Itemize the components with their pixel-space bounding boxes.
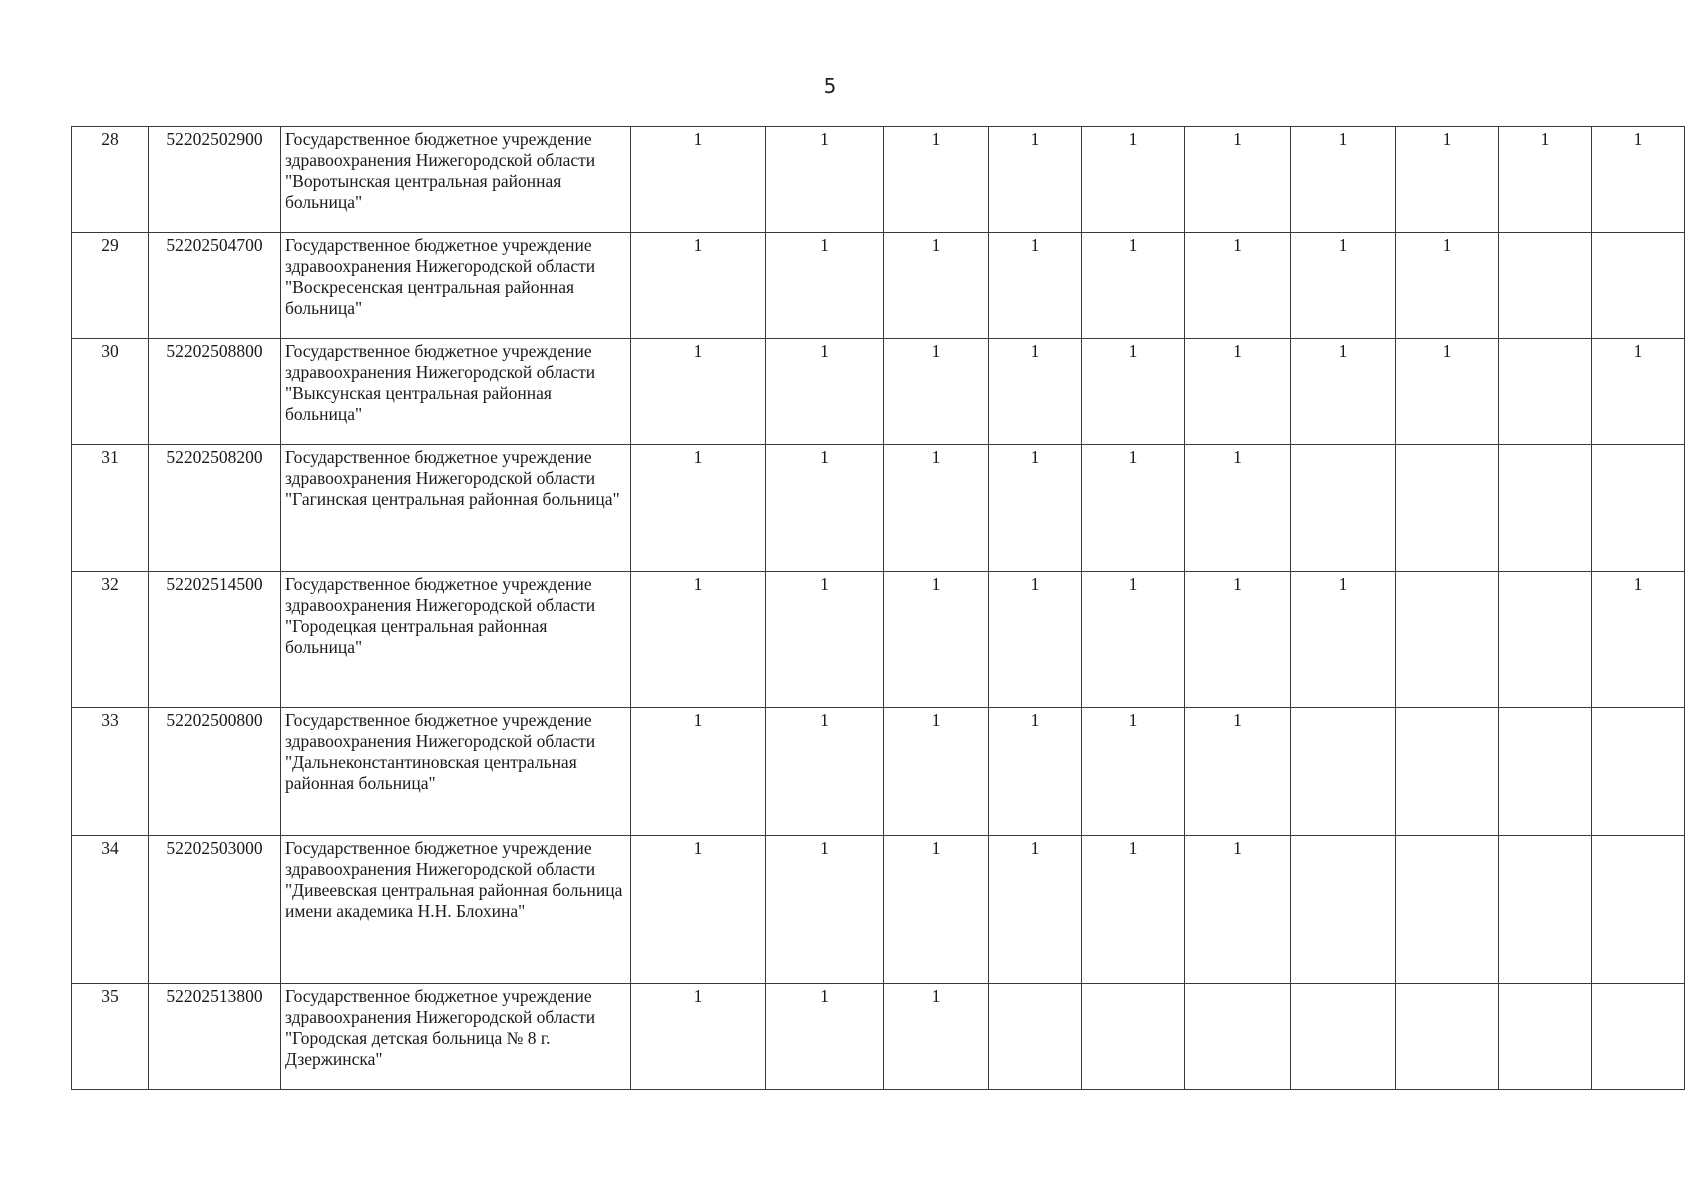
org-code-cell: 52202504700: [149, 233, 281, 339]
flag-cell-3: 1: [884, 233, 989, 339]
flag-cell-7: [1291, 445, 1396, 572]
flag-cell-6: 1: [1185, 836, 1291, 984]
flag-cell-8: [1396, 708, 1499, 836]
flag-cell-4: [989, 984, 1082, 1090]
flag-cell-2: 1: [766, 708, 884, 836]
flag-cell-8: [1396, 836, 1499, 984]
flag-cell-3: 1: [884, 708, 989, 836]
flag-cell-10: [1592, 708, 1685, 836]
org-code-cell: 52202508800: [149, 339, 281, 445]
flag-cell-6: [1185, 984, 1291, 1090]
row-number-cell: 35: [72, 984, 149, 1090]
org-name-cell: Государственное бюджетное учреждение здравоохранения Нижегородской области "Воротынская центральная районная больница": [281, 127, 631, 233]
org-name-cell: Государственное бюджетное учреждение здравоохранения Нижегородской области "Гагинская центральная районная больница": [281, 445, 631, 572]
flag-cell-4: 1: [989, 339, 1082, 445]
flag-cell-2: 1: [766, 836, 884, 984]
table-row: [72, 127, 1685, 233]
org-code-cell: 52202500800: [149, 708, 281, 836]
flag-cell-2: 1: [766, 233, 884, 339]
row-number-cell: 34: [72, 836, 149, 984]
table-row: [72, 233, 1685, 339]
flag-cell-5: 1: [1082, 445, 1185, 572]
flag-cell-4: 1: [989, 572, 1082, 708]
org-name-cell: Государственное бюджетное учреждение здравоохранения Нижегородской области "Выксунская центральная районная больница": [281, 339, 631, 445]
registry-table: [71, 126, 1685, 1090]
org-name-cell: Государственное бюджетное учреждение здравоохранения Нижегородской области "Городецкая центральная районная больница": [281, 572, 631, 708]
flag-cell-6: 1: [1185, 445, 1291, 572]
flag-cell-10: [1592, 233, 1685, 339]
flag-cell-7: [1291, 836, 1396, 984]
table-row: [72, 339, 1685, 445]
org-code-cell: 52202503000: [149, 836, 281, 984]
flag-cell-1: 1: [631, 445, 766, 572]
flag-cell-9: [1499, 708, 1592, 836]
flag-cell-2: 1: [766, 572, 884, 708]
flag-cell-7: 1: [1291, 127, 1396, 233]
flag-cell-1: 1: [631, 708, 766, 836]
flag-cell-4: 1: [989, 127, 1082, 233]
org-code-cell: 52202514500: [149, 572, 281, 708]
flag-cell-2: 1: [766, 127, 884, 233]
org-code-cell: 52202502900: [149, 127, 281, 233]
flag-cell-10: 1: [1592, 339, 1685, 445]
row-number-cell: 29: [72, 233, 149, 339]
flag-cell-8: 1: [1396, 127, 1499, 233]
flag-cell-9: [1499, 339, 1592, 445]
table-row: [72, 572, 1685, 708]
registry-body: [72, 127, 1685, 1090]
flag-cell-1: 1: [631, 984, 766, 1090]
org-name-cell: Государственное бюджетное учреждение здравоохранения Нижегородской области "Воскресенская центральная районная больница": [281, 233, 631, 339]
table-row: [72, 984, 1685, 1090]
flag-cell-1: 1: [631, 572, 766, 708]
flag-cell-5: 1: [1082, 233, 1185, 339]
table-row: [72, 836, 1685, 984]
flag-cell-5: 1: [1082, 708, 1185, 836]
flag-cell-10: [1592, 445, 1685, 572]
flag-cell-6: 1: [1185, 339, 1291, 445]
flag-cell-4: 1: [989, 836, 1082, 984]
flag-cell-2: 1: [766, 339, 884, 445]
org-code-cell: 52202508200: [149, 445, 281, 572]
flag-cell-8: [1396, 445, 1499, 572]
flag-cell-6: 1: [1185, 708, 1291, 836]
org-name-cell: Государственное бюджетное учреждение здравоохранения Нижегородской области "Городская детская больница № 8 г. Дзержинска": [281, 984, 631, 1090]
flag-cell-3: 1: [884, 127, 989, 233]
flag-cell-7: 1: [1291, 233, 1396, 339]
flag-cell-6: 1: [1185, 572, 1291, 708]
flag-cell-5: 1: [1082, 572, 1185, 708]
flag-cell-4: 1: [989, 233, 1082, 339]
flag-cell-10: [1592, 984, 1685, 1090]
flag-cell-10: 1: [1592, 127, 1685, 233]
row-number-cell: 30: [72, 339, 149, 445]
flag-cell-3: 1: [884, 339, 989, 445]
flag-cell-10: 1: [1592, 572, 1685, 708]
org-name-cell: Государственное бюджетное учреждение здравоохранения Нижегородской области "Дальнеконстантиновская центральная районная больница": [281, 708, 631, 836]
flag-cell-3: 1: [884, 836, 989, 984]
flag-cell-6: 1: [1185, 233, 1291, 339]
flag-cell-8: [1396, 984, 1499, 1090]
flag-cell-2: 1: [766, 984, 884, 1090]
flag-cell-9: 1: [1499, 127, 1592, 233]
flag-cell-8: 1: [1396, 233, 1499, 339]
flag-cell-1: 1: [631, 127, 766, 233]
flag-cell-7: 1: [1291, 572, 1396, 708]
flag-cell-3: 1: [884, 984, 989, 1090]
flag-cell-1: 1: [631, 233, 766, 339]
flag-cell-9: [1499, 572, 1592, 708]
flag-cell-4: 1: [989, 445, 1082, 572]
table-row: [72, 708, 1685, 836]
flag-cell-9: [1499, 445, 1592, 572]
table-row: [72, 445, 1685, 572]
flag-cell-9: [1499, 984, 1592, 1090]
flag-cell-5: 1: [1082, 127, 1185, 233]
flag-cell-5: 1: [1082, 339, 1185, 445]
flag-cell-4: 1: [989, 708, 1082, 836]
row-number-cell: 28: [72, 127, 149, 233]
row-number-cell: 32: [72, 572, 149, 708]
flag-cell-3: 1: [884, 572, 989, 708]
flag-cell-8: 1: [1396, 339, 1499, 445]
flag-cell-8: [1396, 572, 1499, 708]
flag-cell-7: 1: [1291, 339, 1396, 445]
flag-cell-5: [1082, 984, 1185, 1090]
flag-cell-7: [1291, 708, 1396, 836]
flag-cell-1: 1: [631, 836, 766, 984]
flag-cell-5: 1: [1082, 836, 1185, 984]
flag-cell-10: [1592, 836, 1685, 984]
org-code-cell: 52202513800: [149, 984, 281, 1090]
flag-cell-9: [1499, 836, 1592, 984]
flag-cell-6: 1: [1185, 127, 1291, 233]
org-name-cell: Государственное бюджетное учреждение здравоохранения Нижегородской области "Дивеевская центральная районная больница имени академика Н.Н. Блохина": [281, 836, 631, 984]
row-number-cell: 31: [72, 445, 149, 572]
page-number: 5: [823, 74, 837, 98]
flag-cell-2: 1: [766, 445, 884, 572]
row-number-cell: 33: [72, 708, 149, 836]
flag-cell-1: 1: [631, 339, 766, 445]
flag-cell-3: 1: [884, 445, 989, 572]
flag-cell-7: [1291, 984, 1396, 1090]
flag-cell-9: [1499, 233, 1592, 339]
